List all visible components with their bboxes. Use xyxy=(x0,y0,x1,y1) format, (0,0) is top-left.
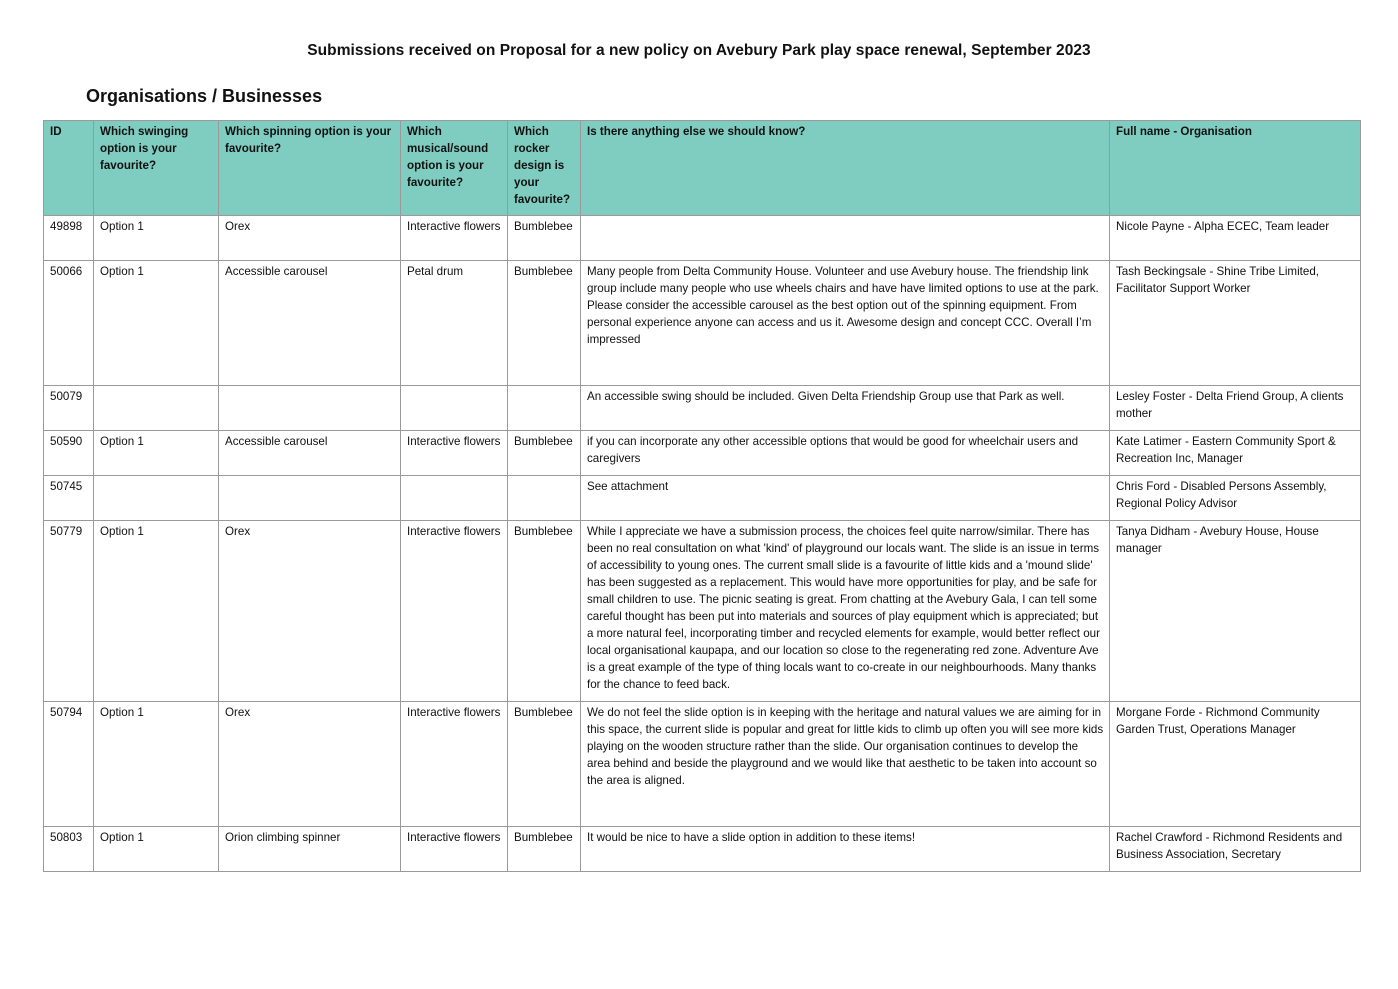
cell-music: Interactive flowers xyxy=(401,521,508,702)
cell-name: Tanya Didham - Avebury House, House manager xyxy=(1110,521,1361,702)
cell-music xyxy=(401,476,508,521)
cell-name: Tash Beckingsale - Shine Tribe Limited, Facilitator Support Worker xyxy=(1110,261,1361,386)
cell-spin: Orex xyxy=(219,216,401,261)
cell-other: We do not feel the slide option is in keeping with the heritage and natural values we are aiming for in this space, the current slide is popular and great for little kids to climb up often you will see more kids playing on the wooden structure rather than the slide. Our organisation continues to develop the area behind and beside the playground and we would like that aesthetic to be taken into account so the area is aligned. xyxy=(581,702,1110,827)
cell-music: Interactive flowers xyxy=(401,431,508,476)
table-row xyxy=(44,431,1361,476)
cell-id: 50803 xyxy=(44,827,94,872)
cell-name: Chris Ford - Disabled Persons Assembly, Regional Policy Advisor xyxy=(1110,476,1361,521)
table-row xyxy=(44,476,1361,521)
cell-name: Morgane Forde - Richmond Community Garden Trust, Operations Manager xyxy=(1110,702,1361,827)
table-row xyxy=(44,827,1361,872)
table-row xyxy=(44,386,1361,431)
cell-spin: Accessible carousel xyxy=(219,261,401,386)
table-row xyxy=(44,521,1361,702)
section-heading: Organisations / Businesses xyxy=(86,86,323,106)
cell-rocker: Bumblebee xyxy=(508,827,581,872)
cell-spin xyxy=(219,476,401,521)
table-row xyxy=(44,261,1361,386)
cell-other: if you can incorporate any other accessible options that would be good for wheelchair users and caregivers xyxy=(581,431,1110,476)
cell-name: Lesley Foster - Delta Friend Group, A clients mother xyxy=(1110,386,1361,431)
cell-id: 50779 xyxy=(44,521,94,702)
cell-other: It would be nice to have a slide option in addition to these items! xyxy=(581,827,1110,872)
cell-music: Petal drum xyxy=(401,261,508,386)
cell-music: Interactive flowers xyxy=(401,702,508,827)
cell-id: 50066 xyxy=(44,261,94,386)
header-other: Is there anything else we should know? xyxy=(581,121,1110,216)
cell-rocker xyxy=(508,386,581,431)
cell-swing: Option 1 xyxy=(94,827,219,872)
cell-id: 50745 xyxy=(44,476,94,521)
cell-name: Rachel Crawford - Richmond Residents and Business Association, Secretary xyxy=(1110,827,1361,872)
cell-id: 50079 xyxy=(44,386,94,431)
cell-other: While I appreciate we have a submission process, the choices feel quite narrow/similar. There has been no real consultation on what 'kind' of playground our locals want. The slide is an issue in terms of accessibility to young ones. The current small slide is a favourite of little kids and a 'mound slide' has been suggested as a replacement. This would have more opportunities for play, and be safe for small children to use. The picnic seating is great. From chatting at the Avebury Gala, I can tell some careful thought has been put into materials and sources of play equipment which is appreciated; but a more natural feel, incorporating timber and recycled elements for example, would better reflect our local organisational kaupapa, and our location so close to the regenerating red zone. Adventure Ave is a great example of the type of thing locals want to co-create in our neighbourhoods. Many thanks for the chance to feed back. xyxy=(581,521,1110,702)
cell-music: Interactive flowers xyxy=(401,216,508,261)
cell-rocker: Bumblebee xyxy=(508,702,581,827)
cell-rocker: Bumblebee xyxy=(508,521,581,702)
cell-rocker: Bumblebee xyxy=(508,216,581,261)
cell-music: Interactive flowers xyxy=(401,827,508,872)
cell-swing: Option 1 xyxy=(94,261,219,386)
cell-name: Kate Latimer - Eastern Community Sport & Recreation Inc, Manager xyxy=(1110,431,1361,476)
cell-spin: Orex xyxy=(219,702,401,827)
cell-spin: Orex xyxy=(219,521,401,702)
cell-swing: Option 1 xyxy=(94,216,219,261)
cell-id: 50794 xyxy=(44,702,94,827)
document-title: Submissions received on Proposal for a new policy on Avebury Park play space renewal, September 2023 xyxy=(307,42,1091,59)
header-swing: Which swinging option is your favourite? xyxy=(94,121,219,216)
header-id: ID xyxy=(44,121,94,216)
table-row xyxy=(44,216,1361,261)
cell-other xyxy=(581,216,1110,261)
cell-rocker: Bumblebee xyxy=(508,261,581,386)
cell-swing xyxy=(94,386,219,431)
cell-music xyxy=(401,386,508,431)
cell-rocker: Bumblebee xyxy=(508,431,581,476)
cell-swing xyxy=(94,476,219,521)
header-music: Which musical/sound option is your favourite? xyxy=(401,121,508,216)
cell-other: See attachment xyxy=(581,476,1110,521)
cell-swing: Option 1 xyxy=(94,702,219,827)
cell-swing: Option 1 xyxy=(94,431,219,476)
table-row xyxy=(44,702,1361,827)
header-spin: Which spinning option is your favourite? xyxy=(219,121,401,216)
cell-id: 49898 xyxy=(44,216,94,261)
cell-name: Nicole Payne - Alpha ECEC, Team leader xyxy=(1110,216,1361,261)
submissions-table xyxy=(43,120,1361,872)
cell-spin xyxy=(219,386,401,431)
header-rocker: Which rocker design is your favourite? xyxy=(508,121,581,216)
header-name: Full name - Organisation xyxy=(1110,121,1361,216)
cell-id: 50590 xyxy=(44,431,94,476)
cell-swing: Option 1 xyxy=(94,521,219,702)
cell-spin: Orion climbing spinner xyxy=(219,827,401,872)
cell-spin: Accessible carousel xyxy=(219,431,401,476)
cell-other: An accessible swing should be included. Given Delta Friendship Group use that Park as well. xyxy=(581,386,1110,431)
cell-other: Many people from Delta Community House. Volunteer and use Avebury house. The friendship link group include many people who use wheels chairs and have have limited options to use at the park. Please consider the accessible carousel as the best option out of the spinning equipment. From personal experience anyone can access and us it. Awesome design and concept CCC. Overall I’m impressed xyxy=(581,261,1110,386)
table-header-row xyxy=(44,121,1361,216)
cell-rocker xyxy=(508,476,581,521)
